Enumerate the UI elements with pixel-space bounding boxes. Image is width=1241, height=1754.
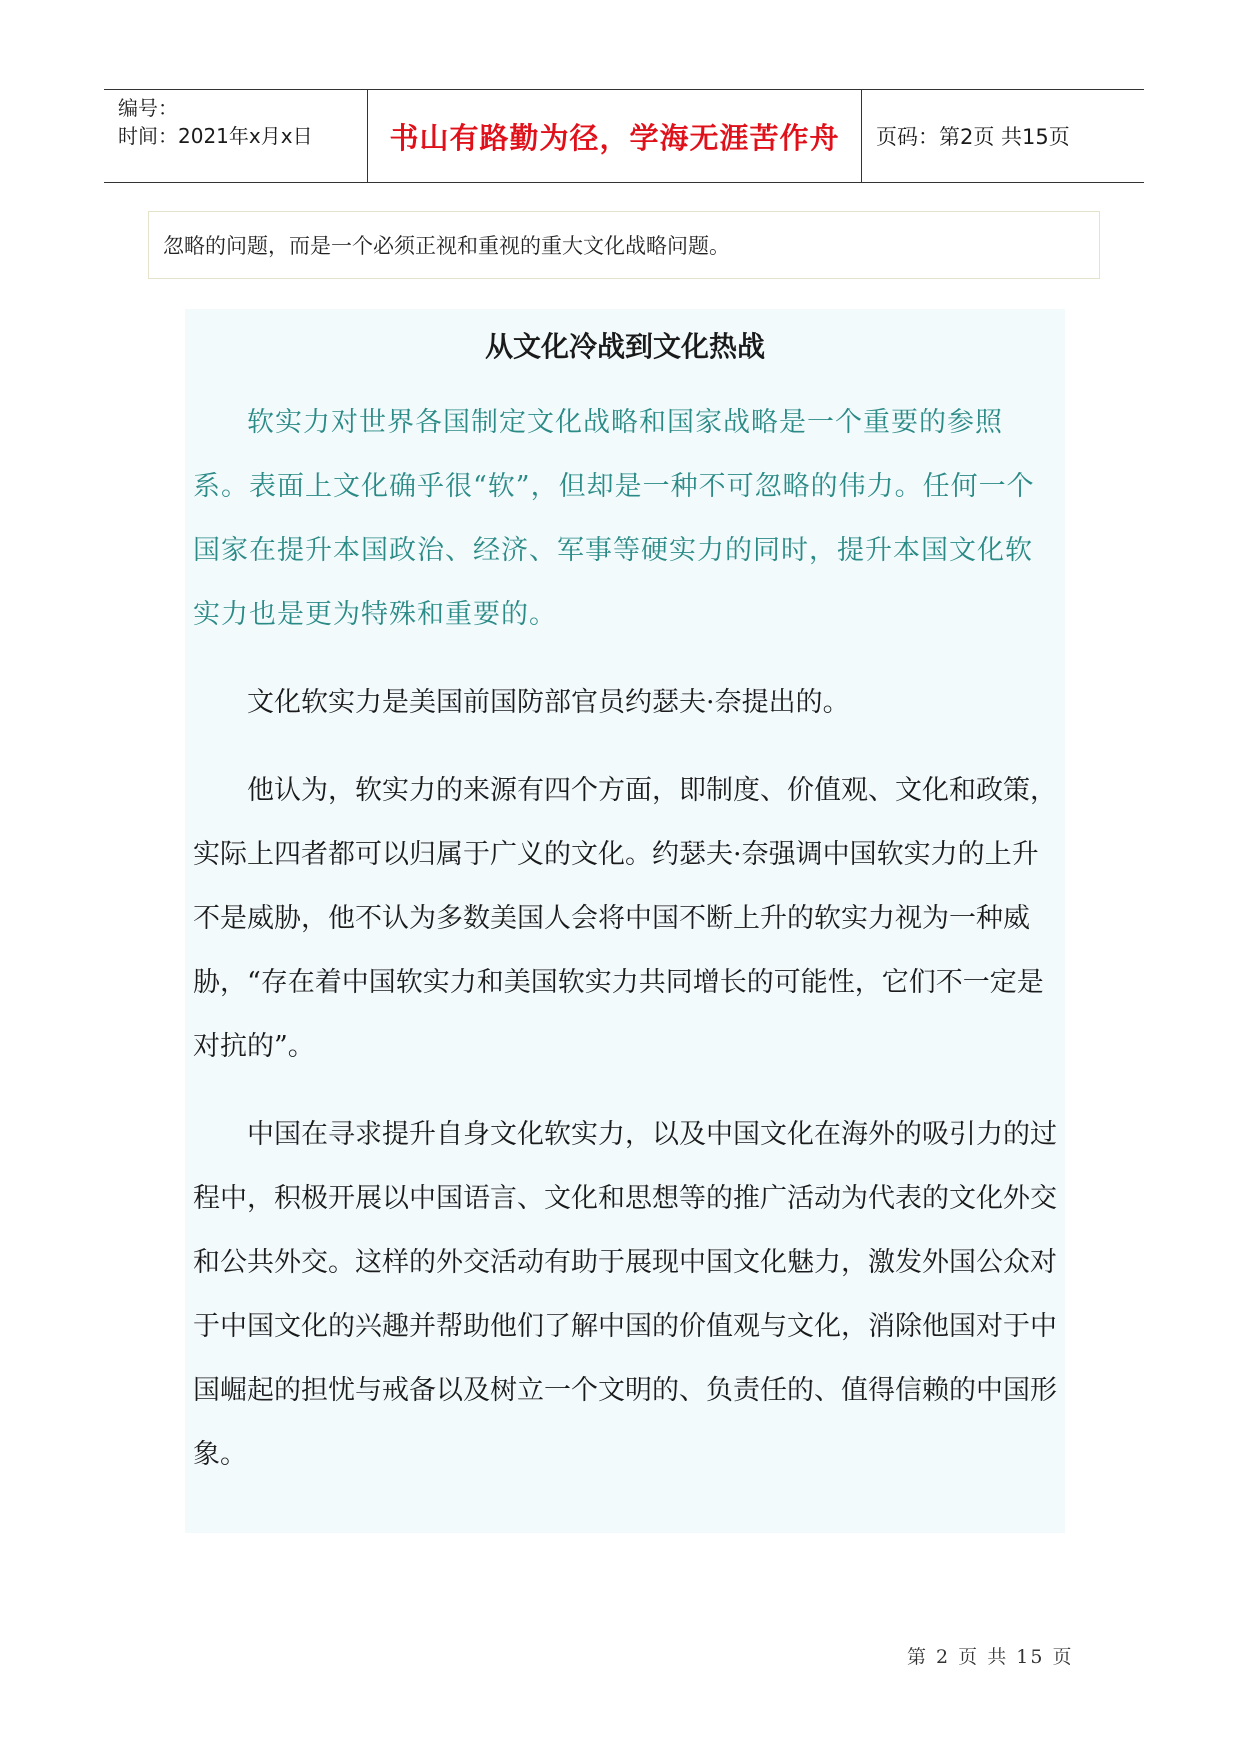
article-lead: 软实力对世界各国制定文化战略和国家战略是一个重要的参照系。表面上文化确乎很“软”，但却是一种不可忽略的伟力。任何一个国家在提升本国政治、经济、军事等硬实力的同时，提升本国文化软实力也是更为特殊和重要的。: [193, 407, 1035, 630]
article-title: 从文化冷战到文化热战: [484, 330, 765, 363]
previous-excerpt: 忽略的问题，而是一个必须正视和重视的重大文化战略问题。: [148, 211, 1100, 279]
header-page-info: 页码：第2页 共15页: [876, 125, 1070, 149]
article-block: [185, 309, 1065, 1533]
document-header: [104, 89, 1144, 183]
page-footer: 第 2 页 共 15 页: [907, 1646, 1074, 1668]
time-label: 时间：2021年x月x日: [118, 124, 313, 148]
number-label: 编号：: [118, 96, 178, 120]
article-paragraph: 中国在寻求提升自身文化软实力，以及中国文化在海外的吸引力的过程中，积极开展以中国语言、文化和思想等的推广活动为代表的文化外交和公共外交。这样的外交活动有助于展现中国文化魅力，激发外国公众对于中国文化的兴趣并帮助他们了解中国的价值观与文化，消除他国对于中国崛起的担忧与戒备以及树立一个文明的、负责任的、值得信赖的中国形象。: [193, 1119, 1057, 1470]
header-meta: [104, 90, 368, 182]
article-paragraph: 文化软实力是美国前国防部官员约瑟夫·奈提出的。: [247, 687, 850, 718]
header-motto: 书山有路勤为径，学海无涯苦作舟: [368, 90, 862, 182]
article-paragraph: 他认为，软实力的来源有四个方面，即制度、价值观、文化和政策，实际上四者都可以归属于广义的文化。约瑟夫·奈强调中国软实力的上升不是威胁，他不认为多数美国人会将中国不断上升的软实力视为一种威胁，“存在着中国软实力和美国软实力共同增长的可能性，它们不一定是对抗的”。: [193, 775, 1057, 1062]
